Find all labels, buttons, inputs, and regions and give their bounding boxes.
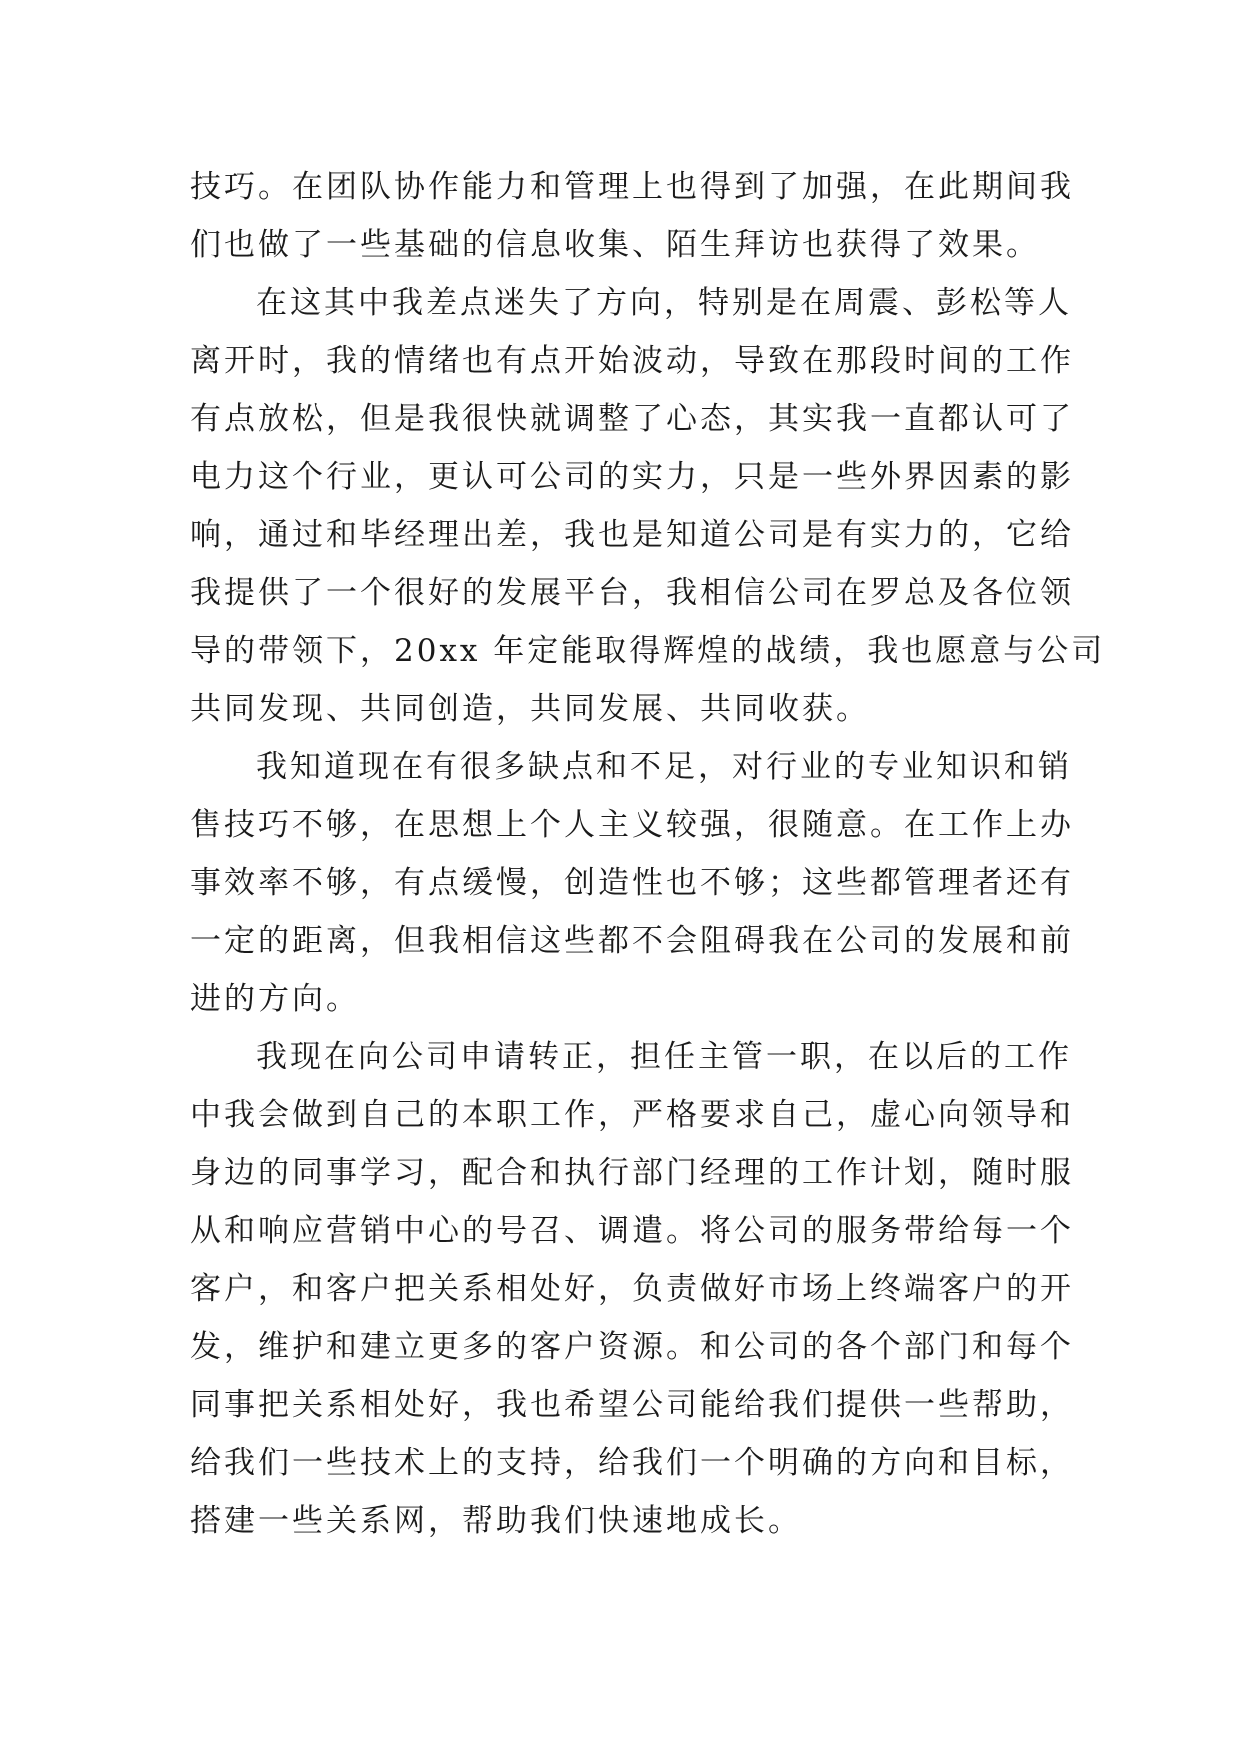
text-line: 客户，和客户把关系相处好，负责做好市场上终端客户的开 — [190, 1271, 1074, 1307]
text-line: 技巧。在团队协作能力和管理上也得到了加强，在此期间我 — [190, 169, 1074, 205]
text-line: 导的带领下，20xx 年定能取得辉煌的战绩，我也愿意与公司 — [190, 633, 1106, 669]
text-line: 共同发现、共同创造，共同发展、共同收获。 — [190, 691, 870, 727]
text-line: 事效率不够，有点缓慢，创造性也不够；这些都管理者还有 — [190, 865, 1074, 901]
text-line: 们也做了一些基础的信息收集、陌生拜访也获得了效果。 — [190, 227, 1040, 263]
text-line: 一定的距离，但我相信这些都不会阻碍我在公司的发展和前 — [190, 923, 1074, 959]
text-line: 中我会做到自己的本职工作，严格要求自己，虚心向领导和 — [190, 1097, 1074, 1133]
text-line: 从和响应营销中心的号召、调遣。将公司的服务带给每一个 — [190, 1213, 1074, 1249]
text-line: 进的方向。 — [190, 981, 360, 1017]
paragraph-start-line: 我现在向公司申请转正，担任主管一职，在以后的工作 — [256, 1039, 1072, 1075]
text-line: 有点放松，但是我很快就调整了心态，其实我一直都认可了 — [190, 401, 1074, 437]
text-line: 响，通过和毕经理出差，我也是知道公司是有实力的，它给 — [190, 517, 1074, 553]
paragraph-start-line: 我知道现在有很多缺点和不足，对行业的专业知识和销 — [256, 749, 1072, 785]
text-line: 搭建一些关系网，帮助我们快速地成长。 — [190, 1503, 802, 1539]
text-line: 发，维护和建立更多的客户资源。和公司的各个部门和每个 — [190, 1329, 1074, 1365]
text-line: 售技巧不够，在思想上个人主义较强，很随意。在工作上办 — [190, 807, 1074, 843]
text-line: 同事把关系相处好，我也希望公司能给我们提供一些帮助， — [190, 1387, 1074, 1423]
text-line: 电力这个行业，更认可公司的实力，只是一些外界因素的影 — [190, 459, 1074, 495]
text-line: 我提供了一个很好的发展平台，我相信公司在罗总及各位领 — [190, 575, 1074, 611]
text-line: 给我们一些技术上的支持，给我们一个明确的方向和目标， — [190, 1445, 1074, 1481]
body-text — [190, 158, 1106, 1550]
paragraph-start-line: 在这其中我差点迷失了方向，特别是在周震、彭松等人 — [256, 285, 1072, 321]
text-line: 离开时，我的情绪也有点开始波动，导致在那段时间的工作 — [190, 343, 1074, 379]
text-line: 身边的同事学习，配合和执行部门经理的工作计划，随时服 — [190, 1155, 1074, 1191]
